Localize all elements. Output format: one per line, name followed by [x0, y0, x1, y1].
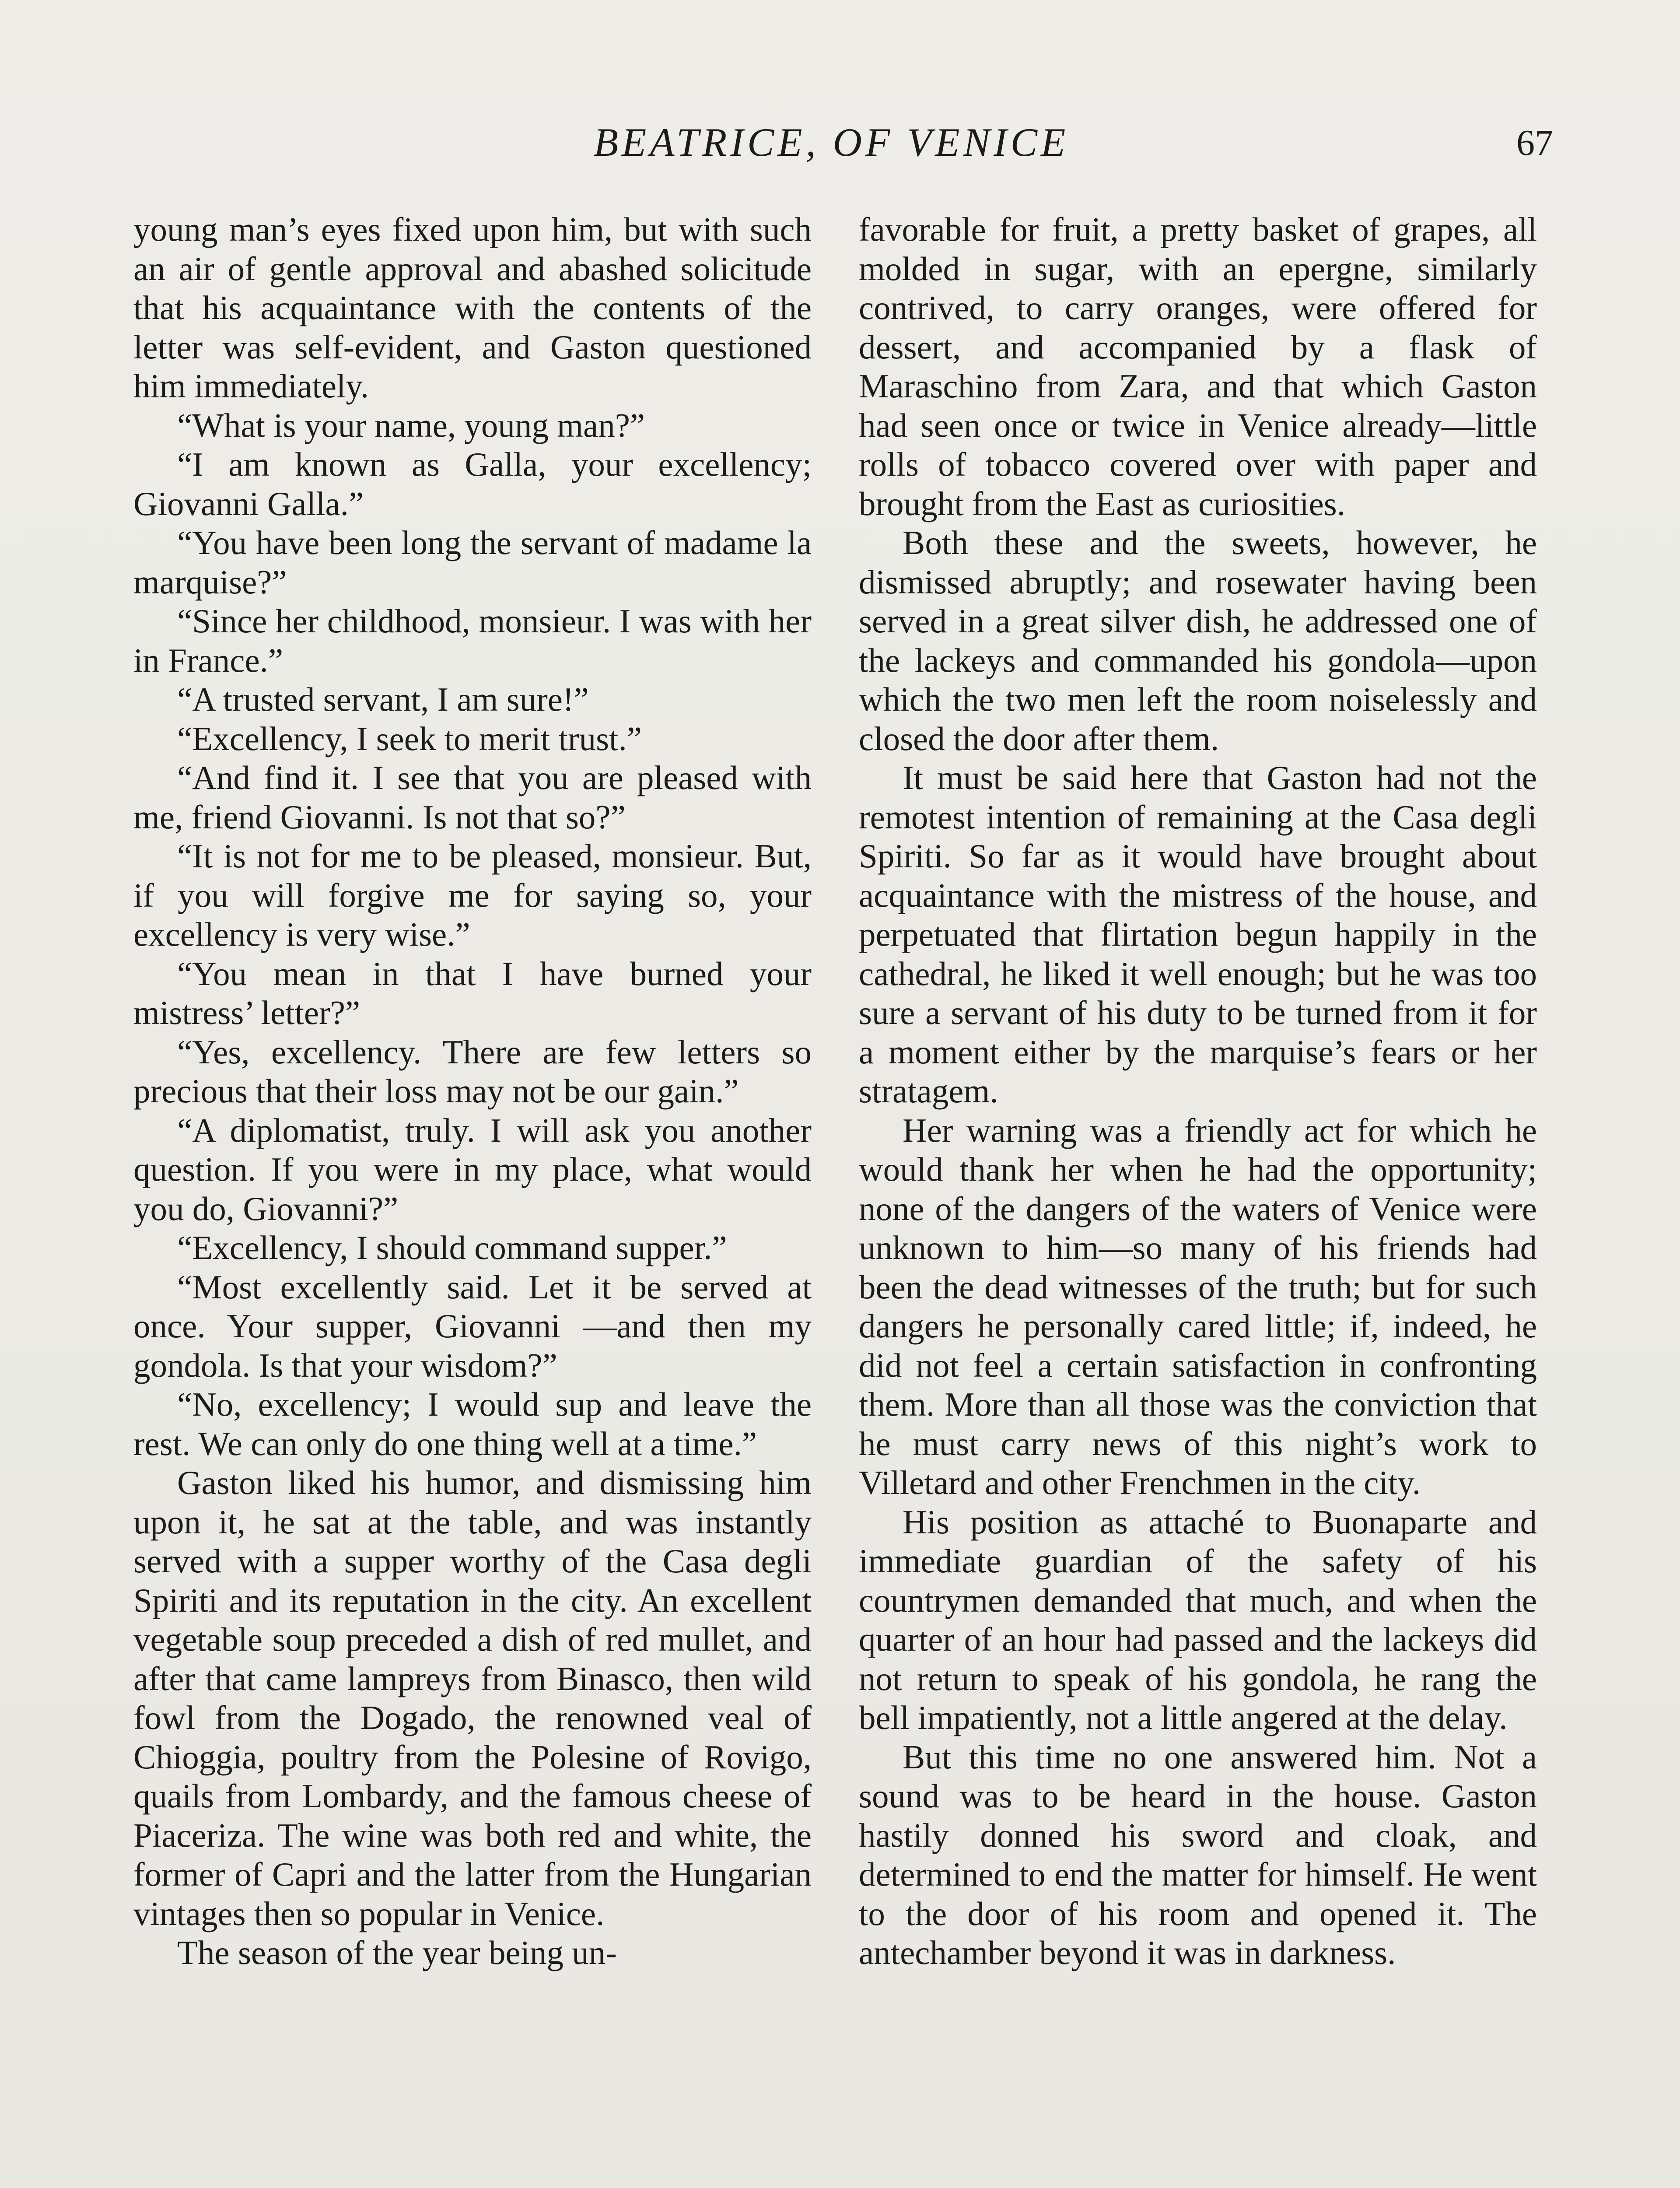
paragraph: “And find it. I see that you are pleased with me, friend Giovanni. Is not that so?”	[133, 759, 812, 836]
paragraph: But this time no one answered him. Not a sound was to be heard in the house. Gaston hastily donned his sword and cloak, and determined to end the matter for himself. He went to the door of his room and opened it. The antechamber beyond it was in darkness.	[859, 1738, 1537, 1971]
running-head-title: BEATRICE, OF VENICE	[593, 120, 1069, 165]
paragraph: “I am known as Galla, your excellency; Giovanni Galla.”	[133, 445, 812, 522]
paragraph: “Most excellently said. Let it be served at once. Your supper, Giovanni —and then my gondola. Is that your wisdom?”	[133, 1268, 812, 1384]
paragraph: “Excellency, I should command supper.”	[177, 1229, 727, 1266]
page-number: 67	[1516, 123, 1553, 163]
paragraph: young man’s eyes fixed upon him, but with such an air of gentle approval and abashed solicitude that his acquaintance with the contents of the letter was self-evident, and Gaston questioned him immediately.	[133, 210, 812, 405]
paragraph: Her warning was a friendly act for which he would thank her when he had the opportunity; none of the dangers of the waters of Venice were unknown to him—so many of his friends had been the dead witnesses of the truth; but for such dangers he personally cared little; if, indeed, he did not feel a certain satisfaction in confronting them. More than all those was the conviction that he must carry news of this night’s work to Villetard and other Frenchmen in the city.	[859, 1111, 1537, 1501]
paragraph: “A diplomatist, truly. I will ask you another question. If you were in my place, what would you do, Giovanni?”	[133, 1111, 812, 1227]
paragraph: “Excellency, I seek to merit trust.”	[177, 719, 642, 757]
paragraph: “You have been long the servant of madame la marquise?”	[133, 524, 812, 601]
paragraph: “What is your name, young man?”	[177, 406, 645, 444]
paragraph: His position as attaché to Buonaparte and immediate guardian of the safety of his countrymen demanded that much, and when the quarter of an hour had passed and the lackeys did not return to speak of his gondola, he rang the bell impatiently, not a little angered at the delay.	[859, 1503, 1537, 1736]
paragraph: It must be said here that Gaston had not the remotest intention of remaining at the Casa degli Spiriti. So far as it would have brought about acquaintance with the mistress of the house, and perpetuated that flirtation begun happily in the cathedral, he liked it well enough; but he was too sure a servant of his duty to be turned from it for a moment either by the marquise’s fears or her stratagem.	[859, 759, 1537, 1110]
paragraph: “No, excellency; I would sup and leave the rest. We can only do one thing well at a time.”	[133, 1385, 812, 1462]
paragraph: “It is not for me to be pleased, monsieur. But, if you will forgive me for saying so, your excellency is very wise.”	[133, 837, 812, 953]
paragraph: Gaston liked his humor, and dismissing him upon it, he sat at the table, and was instantly served with a supper worthy of the Casa degli Spiriti and its reputation in the city. An excellent vegetable soup preceded a dish of red mullet, and after that came lampreys from Binasco, then wild fowl from the Dogado, the renowned veal of Chioggia, poultry from the Polesine of Rovigo, quails from Lombardy, and the famous cheese of Piaceriza. The wine was both red and white, the former of Capri and the latter from the Hungarian vintages then so popular in Venice.	[133, 1464, 812, 1932]
paragraph: The season of the year being un-	[177, 1934, 617, 1971]
right-text-column	[859, 210, 1537, 1973]
paragraph: “A trusted servant, I am sure!”	[177, 680, 589, 718]
paragraph: favorable for fruit, a pretty basket of grapes, all molded in sugar, with an epergne, similarly contrived, to carry oranges, were offered for dessert, and accompanied by a flask of Maraschino from Zara, and that which Gaston had seen once or twice in Venice already—little rolls of tobacco covered over with paper and brought from the East as curiosities.	[859, 210, 1537, 522]
paragraph: “Since her childhood, monsieur. I was with her in France.”	[133, 602, 812, 679]
paragraph: Both these and the sweets, however, he dismissed abruptly; and rosewater having been served in a great silver dish, he addressed one of the lackeys and commanded his gondola—upon which the two men left the room noiselessly and closed the door after them.	[859, 524, 1537, 757]
paragraph: “Yes, excellency. There are few letters so precious that their loss may not be our gain.”	[133, 1033, 812, 1110]
left-text-column	[133, 210, 812, 1973]
paragraph: “You mean in that I have burned your mistress’ letter?”	[133, 954, 812, 1031]
